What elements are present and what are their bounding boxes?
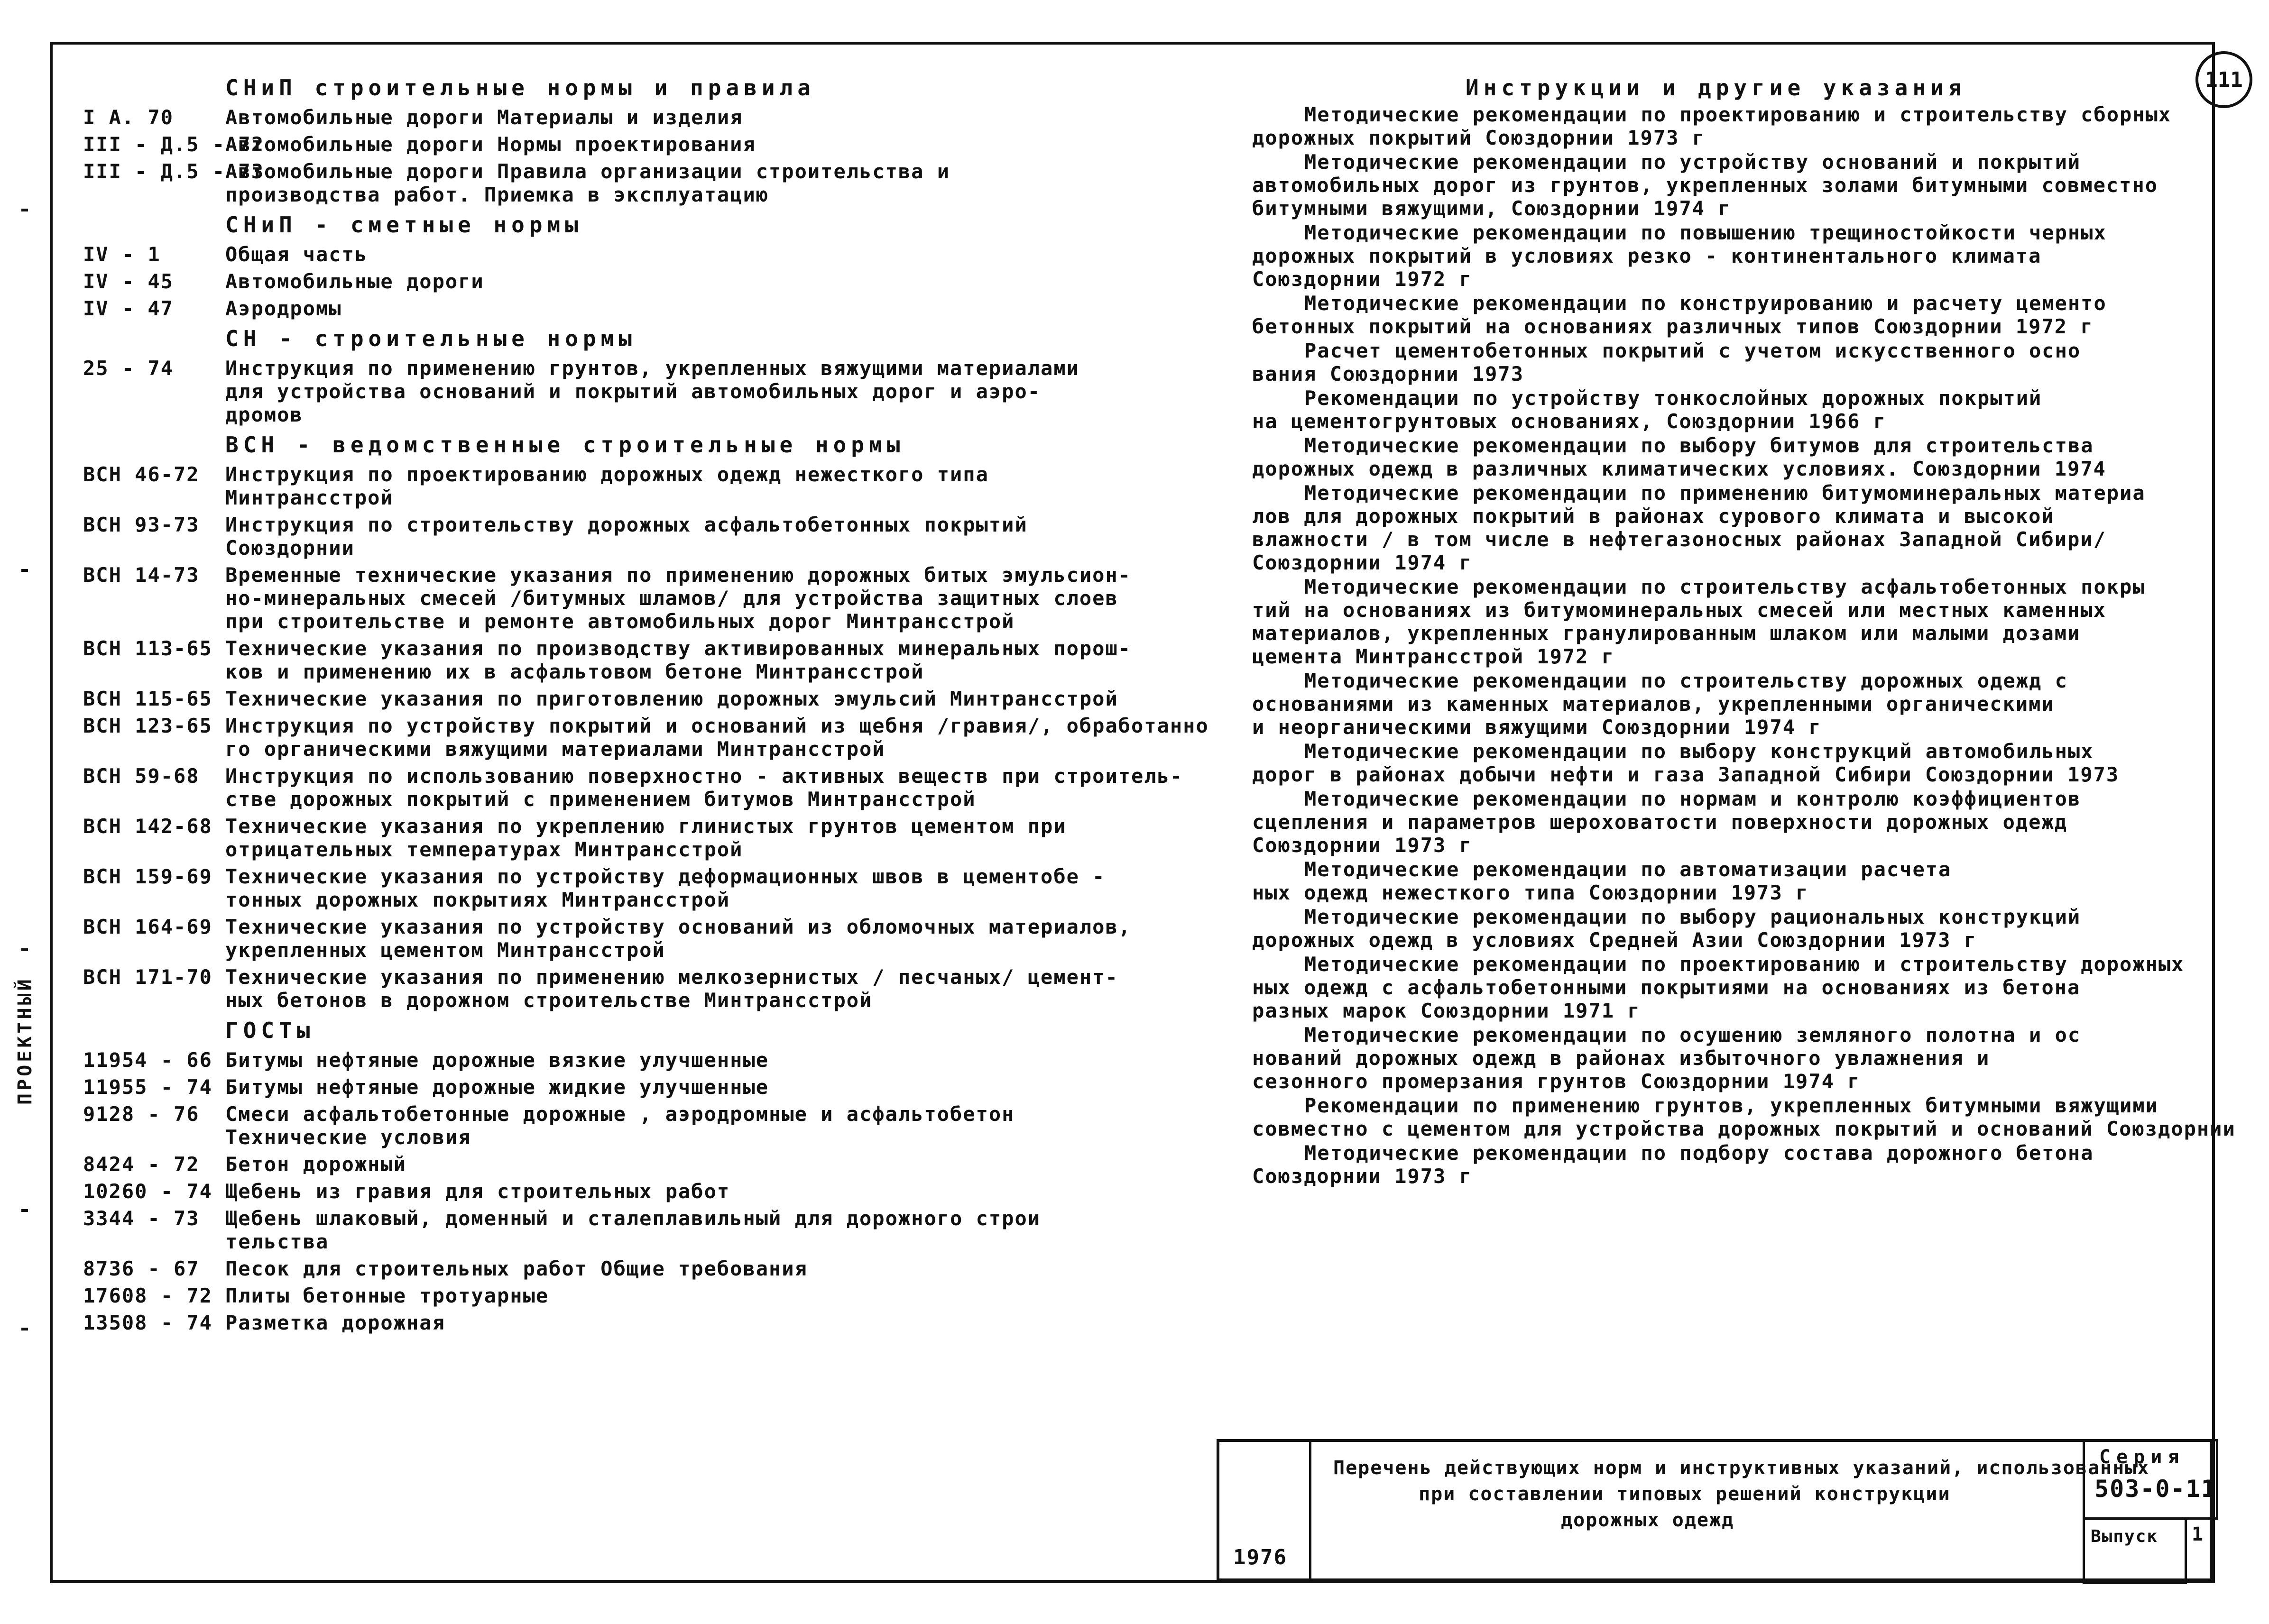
document-title-line: ков и применению их в асфальтовом бетоне Минтрансстрой <box>225 660 924 683</box>
title-line: Перечень действующих норм и инструктивных указаний, использованных <box>1333 1457 2150 1479</box>
document-code: ВСН 164-69 <box>83 915 212 938</box>
document-title-line: дромов <box>225 403 303 426</box>
document-title-line: Инструкция по проектированию дорожных одежд нежесткого типа <box>225 463 989 486</box>
instruction-line: Союздорнии 1973 г <box>1252 834 1472 857</box>
document-code: IV - 1 <box>83 243 161 266</box>
instruction-line: Методические рекомендации по проектированию и строительству сборных <box>1304 103 2172 126</box>
instruction-line: Методические рекомендации по повышению трещиностойкости черных <box>1304 221 2107 244</box>
instruction-line: Методические рекомендации по применению битумоминеральных материа <box>1304 481 2146 505</box>
document-code: 9128 - 76 <box>83 1102 200 1126</box>
document-title-line: Технические условия <box>225 1126 471 1149</box>
document-title-line: Технические указания по приготовлению дорожных эмульсий Минтрансстрой <box>225 687 1118 710</box>
instruction-line: тий на основаниях из битумоминеральных смесей или местных каменных <box>1252 598 2106 622</box>
document-title-line: го органическими вяжущими материалами Минтрансстрой <box>225 737 885 761</box>
document-code: ВСН 59-68 <box>83 764 200 788</box>
section-heading: ВСН - ведомственные строительные нормы <box>225 432 905 458</box>
sheet-number: 111 <box>2195 51 2252 108</box>
document-title-line: Союздорнии <box>225 536 355 560</box>
instruction-line: Методические рекомендации по выбору конструкций автомобильных <box>1304 740 2094 763</box>
instruction-line: влажности / в том числе в нефтегазоносных районах Западной Сибири/ <box>1252 528 2106 551</box>
instruction-line: Методические рекомендации по проектированию и строительству дорожных <box>1304 953 2185 976</box>
instructions-heading: Инструкции и другие указания <box>1466 75 1966 101</box>
document-code: ВСН 14-73 <box>83 563 200 587</box>
title-block <box>1217 1439 2216 1581</box>
instruction-line: Рекомендации по устройству тонкослойных дорожных покрытий <box>1304 386 2042 410</box>
instruction-line: Методические рекомендации по осушению земляного полотна и ос <box>1304 1023 2081 1046</box>
issue-label: Выпуск <box>2091 1527 2158 1546</box>
instruction-line: автомобильных дорог из грунтов, укрепленных золами битумными совместно <box>1252 174 2158 197</box>
margin-tick <box>21 209 28 211</box>
document-title-line: Щебень из гравия для строительных работ <box>225 1180 730 1203</box>
section-heading: СНиП строительные нормы и правила <box>225 75 815 101</box>
document-title-line: стве дорожных покрытий с применением битумов Минтрансстрой <box>225 788 976 811</box>
instruction-line: материалов, укрепленных гранулированным шлаком или малыми дозами <box>1252 622 2081 645</box>
document-title-line: Битумы нефтяные дорожные вязкие улучшенные <box>225 1048 769 1072</box>
document-title-line: Технические указания по устройству оснований из обломочных материалов, <box>225 915 1132 938</box>
document-title-line: тонных дорожных покрытиях Минтрансстрой <box>225 888 730 911</box>
instruction-line: Методические рекомендации по строительству асфальтобетонных покры <box>1304 575 2146 598</box>
margin-tick <box>21 1328 28 1330</box>
document-title-line: но-минеральных смесей /битумных шламов/ для устройства защитных слоев <box>225 587 1118 610</box>
document-code: 3344 - 73 <box>83 1207 200 1230</box>
document-title-line: для устройства оснований и покрытий автомобильных дорог и аэро- <box>225 380 1041 403</box>
instruction-line: и неорганическими вяжущими Союздорнии 1974 г <box>1252 716 1822 739</box>
document-code: 17608 - 72 <box>83 1284 212 1307</box>
document-code: ВСН 93-73 <box>83 513 200 536</box>
year: 1976 <box>1233 1545 1287 1569</box>
title-line: при составлении типовых решений конструкции <box>1419 1483 1951 1505</box>
instruction-line: цемента Минтрансстрой 1972 г <box>1252 645 1615 668</box>
document-title-line: тельства <box>225 1230 329 1253</box>
instruction-line: дорожных одежд в различных климатических условиях. Союздорнии 1974 <box>1252 457 2106 480</box>
instruction-line: Методические рекомендации по конструированию и расчету цементо <box>1304 292 2107 315</box>
document-title-line: Песок для строительных работ Общие требования <box>225 1257 808 1280</box>
series-value: 503-0-11 <box>2094 1475 2216 1503</box>
issue-cell <box>2083 1518 2187 1584</box>
instruction-line: Методические рекомендации по автоматизации расчета <box>1304 858 1952 881</box>
document-code: ВСН 113-65 <box>83 637 212 660</box>
document-code: ВСН 159-69 <box>83 865 212 888</box>
instruction-line: Методические рекомендации по строительству дорожных одежд с <box>1304 669 2068 692</box>
document-title-line: при строительстве и ремонте автомобильных дорог Минтрансстрой <box>225 610 1015 633</box>
document-code: 10260 - 74 <box>83 1180 212 1203</box>
instruction-line: дорожных покрытий Союздорнии 1973 г <box>1252 126 1706 149</box>
instruction-line: сцепления и параметров шероховатости поверхности дорожных одежд <box>1252 810 2068 834</box>
section-heading: ГОСТы <box>225 1018 315 1043</box>
instruction-line: лов для дорожных покрытий в районах сурового климата и высокой <box>1252 505 2055 528</box>
side-stamp: ПРОЕКТНЫЙ <box>14 976 36 1105</box>
document-code: 13508 - 74 <box>83 1311 212 1334</box>
instruction-line: вания Союздорнии 1973 <box>1252 362 1524 385</box>
instruction-line: битумными вяжущими, Союздорнии 1974 г <box>1252 197 1731 220</box>
document-title-line: Инструкция по применению грунтов, укрепленных вяжущими материалами <box>225 357 1079 380</box>
document-title-line: Автомобильные дороги Нормы проектирования <box>225 133 756 156</box>
document-title-line: Автомобильные дороги Материалы и изделия <box>225 106 743 129</box>
title-block-left-cell <box>1217 1439 1311 1581</box>
document-title-line: укрепленных цементом Минтрансстрой <box>225 938 665 962</box>
document-title-line: Бетон дорожный <box>225 1153 407 1176</box>
margin-tick <box>21 1209 28 1212</box>
document-title-line: Технические указания по применению мелкозернистых / песчаных/ цемент- <box>225 965 1118 989</box>
issue-value: 1 <box>2192 1523 2204 1545</box>
document-title-line: Инструкция по устройству покрытий и оснований из щебня /гравия/, обработанно <box>225 714 1209 737</box>
document-title-line: Аэродромы <box>225 297 342 320</box>
document-code: III - Д.5 - 72 <box>83 133 265 156</box>
document-code: IV - 47 <box>83 297 174 320</box>
document-title-line: Смеси асфальтобетонные дорожные , аэродромные и асфальтобетон <box>225 1102 1015 1126</box>
document-title-line: отрицательных температурах Минтрансстрой <box>225 838 743 861</box>
section-heading: СН - строительные нормы <box>225 326 636 351</box>
document-code: 8424 - 72 <box>83 1153 200 1176</box>
instruction-line: Союздорнии 1974 г <box>1252 551 1472 574</box>
document-title-line: производства работ. Приемка в эксплуатацию <box>225 183 769 206</box>
document-code: 25 - 74 <box>83 357 174 380</box>
instruction-line: нований дорожных одежд в районах избыточного увлажнения и <box>1252 1046 1990 1070</box>
document-title-line: Щебень шлаковый, доменный и сталеплавильный для дорожного строи <box>225 1207 1041 1230</box>
instruction-line: Методические рекомендации по выбору битумов для строительства <box>1304 434 2094 457</box>
document-code: 8736 - 67 <box>83 1257 200 1280</box>
document-title-line: Технические указания по укреплению глинистых грунтов цементом при <box>225 815 1067 838</box>
document-title-line: Инструкция по использованию поверхностно - активных веществ при строитель- <box>225 764 1183 788</box>
instruction-line: Союздорнии 1972 г <box>1252 267 1472 291</box>
instruction-line: дорожных покрытий в условиях резко - континентального климата <box>1252 244 2042 267</box>
document-code: 11954 - 66 <box>83 1048 212 1072</box>
instruction-line: Методические рекомендации по устройству оснований и покрытий <box>1304 150 2081 174</box>
margin-tick <box>21 569 28 572</box>
document-title-line: Технические указания по производству активированных минеральных порош- <box>225 637 1132 660</box>
document-title-line: Общая часть <box>225 243 368 266</box>
margin-tick <box>21 948 28 951</box>
instruction-line: Союздорнии 1973 г <box>1252 1165 1472 1188</box>
document-title-line: Битумы нефтяные дорожные жидкие улучшенные <box>225 1075 769 1099</box>
instruction-line: дорог в районах добычи нефти и газа Западной Сибири Союздорнии 1973 <box>1252 763 2120 786</box>
instruction-line: на цементогрунтовых основаниях, Союздорнии 1966 г <box>1252 410 1887 433</box>
document-title-line: Инструкция по строительству дорожных асфальтобетонных покрытий <box>225 513 1028 536</box>
instruction-line: сезонного промерзания грунтов Союздорнии 1974 г <box>1252 1070 1861 1093</box>
document-title-line: Технические указания по устройству деформационных швов в цементобе - <box>225 865 1106 888</box>
document-code: 11955 - 74 <box>83 1075 212 1099</box>
instruction-line: Методические рекомендации по выбору рациональных конструкций <box>1304 905 2081 928</box>
title-line: дорожных одежд <box>1561 1509 1734 1531</box>
instruction-line: Расчет цементобетонных покрытий с учетом искусственного осно <box>1304 339 2081 362</box>
document-code: ВСН 46-72 <box>83 463 200 486</box>
instruction-line: ных одежд с асфальтобетонными покрытиями на основаниях из бетона <box>1252 976 2081 999</box>
document-title-line: Плиты бетонные тротуарные <box>225 1284 549 1307</box>
document-code: ВСН 123-65 <box>83 714 212 737</box>
instruction-line: Методические рекомендации по подбору состава дорожного бетона <box>1304 1141 2094 1165</box>
document-title-line: Временные технические указания по применению дорожных битых эмульсион- <box>225 563 1132 587</box>
document-code: ВСН 142-68 <box>83 815 212 838</box>
document-title-line: ных бетонов в дорожном строительстве Минтрансстрой <box>225 989 873 1012</box>
instruction-line: бетонных покрытий на основаниях различных типов Союздорнии 1972 г <box>1252 315 2094 338</box>
document-code: ВСН 171-70 <box>83 965 212 989</box>
document-title-line: Минтрансстрой <box>225 486 394 509</box>
instruction-line: ных одежд нежесткого типа Союздорнии 1973 г <box>1252 881 1809 904</box>
document-code: I А. 70 <box>83 106 174 129</box>
document-code: ВСН 115-65 <box>83 687 212 710</box>
instruction-line: разных марок Союздорнии 1971 г <box>1252 999 1641 1022</box>
document-title-line: Автомобильные дороги Правила организации строительства и <box>225 160 950 183</box>
instruction-line: дорожных одежд в условиях Средней Азии Союздорнии 1973 г <box>1252 928 1977 952</box>
series-label: Серия <box>2099 1446 2185 1468</box>
instruction-line: Рекомендации по применению грунтов, укрепленных битумными вяжущими <box>1304 1094 2158 1117</box>
document-code: IV - 45 <box>83 270 174 293</box>
instruction-line: Методические рекомендации по нормам и контролю коэффициентов <box>1304 787 2081 810</box>
document-code: III - Д.5 - 73 <box>83 160 265 183</box>
document-title-line: Автомобильные дороги <box>225 270 484 293</box>
document-title-line: Разметка дорожная <box>225 1311 445 1334</box>
instruction-line: основаниями из каменных материалов, укрепленными органическими <box>1252 692 2055 716</box>
section-heading: СНиП - сметные нормы <box>225 212 583 238</box>
instruction-line: совместно с цементом для устройства дорожных покрытий и оснований Союздорнии <box>1252 1117 2236 1140</box>
